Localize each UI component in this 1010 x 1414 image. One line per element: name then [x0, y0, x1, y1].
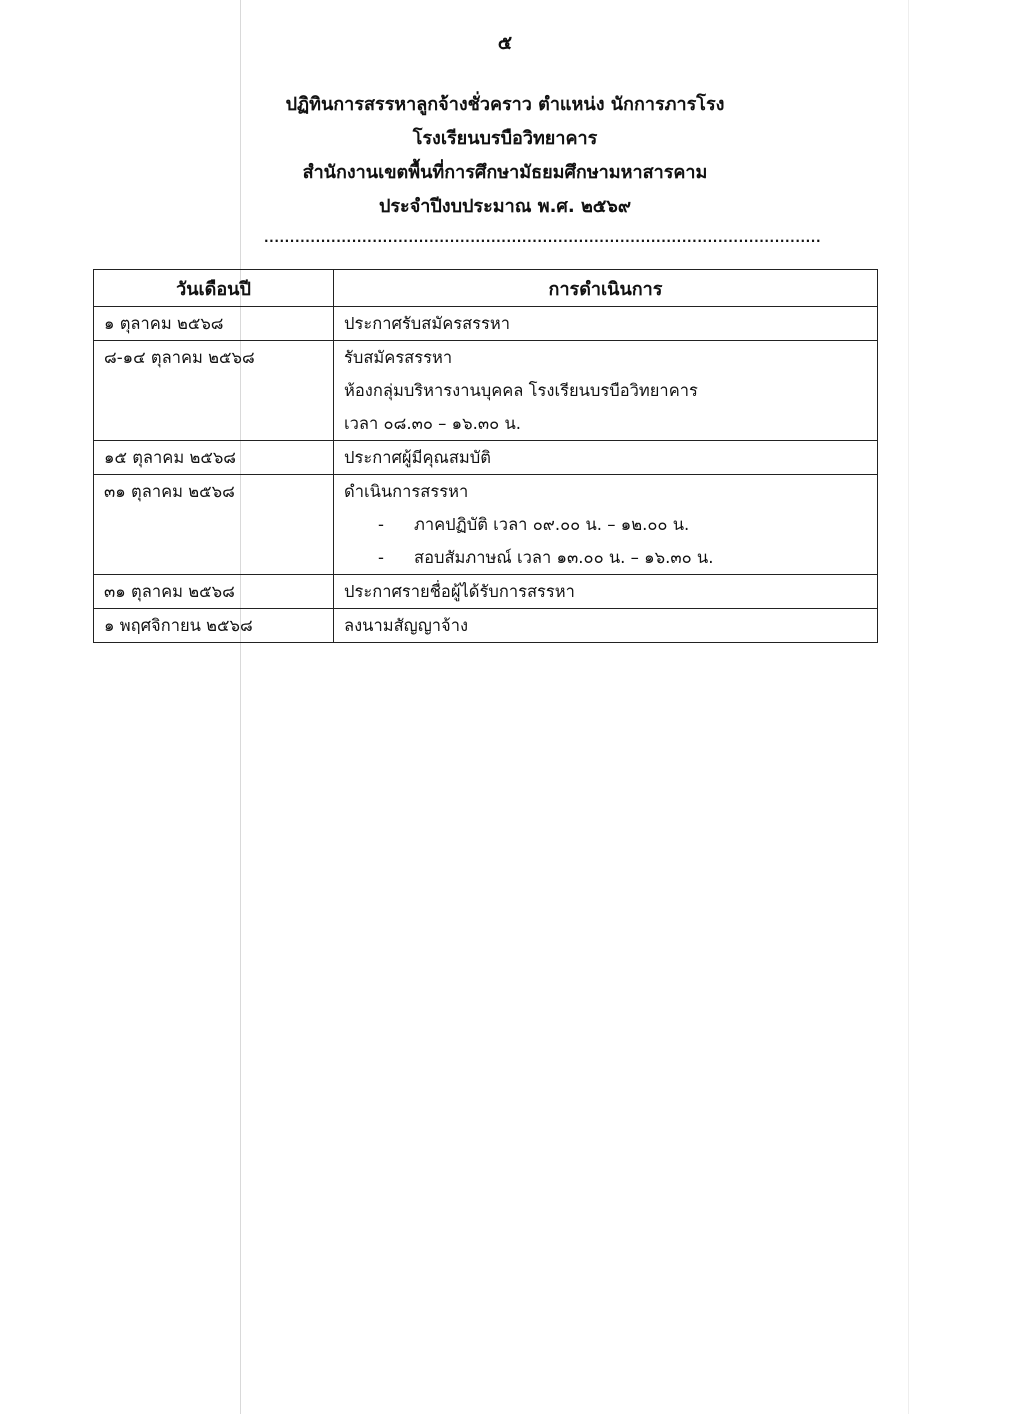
table-row [94, 441, 878, 475]
row-date: ๑ พฤศจิกายน ๒๕๖๘ [94, 609, 334, 643]
title-line-3: สำนักงานเขตพื้นที่การศึกษามัธยมศึกษามหาสารคาม [302, 162, 708, 183]
action-line: ลงนามสัญญาจ้าง [344, 616, 469, 635]
table-row [94, 609, 878, 643]
bullet-text: ภาคปฏิบัติ เวลา ๐๙.๐๐ น. – ๑๒.๐๐ น. [414, 515, 690, 534]
action-line: ประกาศผู้มีคุณสมบัติ [344, 448, 491, 467]
bullet-item [344, 541, 867, 574]
row-action [334, 307, 878, 341]
bullet-item [344, 508, 867, 541]
header-date: วันเดือนปี [94, 270, 334, 307]
row-action [334, 609, 878, 643]
title-line-4: ประจำปีงบประมาณ พ.ศ. ๒๕๖๙ [378, 196, 632, 217]
table-row [94, 341, 878, 441]
page-number: ๕ [497, 32, 513, 54]
row-date: ๑ ตุลาคม ๒๕๖๘ [94, 307, 334, 341]
document-title [0, 88, 1010, 224]
row-date: ๓๑ ตุลาคม ๒๕๖๘ [94, 475, 334, 575]
action-line: ประกาศรับสมัครสรรหา [344, 314, 511, 333]
table-header-row [94, 270, 878, 307]
bullet-dash: - [378, 515, 384, 534]
action-line: ดำเนินการสรรหา [344, 482, 469, 501]
action-line: เวลา ๐๘.๓๐ – ๑๖.๓๐ น. [344, 414, 521, 433]
dotted-separator: ............................................................................................................ [264, 231, 822, 245]
row-action [334, 575, 878, 609]
title-line-1: ปฏิทินการสรรหาลูกจ้างชั่วคราว ตำแหน่ง นักการภารโรง [285, 94, 725, 115]
header-action: การดำเนินการ [334, 270, 878, 307]
action-line: รับสมัครสรรหา [344, 348, 453, 367]
schedule-table [93, 269, 878, 643]
table-row [94, 307, 878, 341]
bullet-dash: - [378, 548, 384, 567]
action-line: ประกาศรายชื่อผู้ได้รับการสรรหา [344, 582, 575, 601]
row-date: ๘-๑๔ ตุลาคม ๒๕๖๘ [94, 341, 334, 441]
row-action [334, 475, 878, 575]
row-date: ๑๕ ตุลาคม ๒๕๖๘ [94, 441, 334, 475]
table-row [94, 575, 878, 609]
table-row [94, 475, 878, 575]
bullet-text: สอบสัมภาษณ์ เวลา ๑๓.๐๐ น. – ๑๖.๓๐ น. [414, 548, 714, 567]
title-line-2: โรงเรียนบรบือวิทยาคาร [412, 128, 598, 149]
row-action [334, 341, 878, 441]
action-line: ห้องกลุ่มบริหารงานบุคคล โรงเรียนบรบือวิทยาคาร [344, 381, 698, 400]
row-action [334, 441, 878, 475]
row-date: ๓๑ ตุลาคม ๒๕๖๘ [94, 575, 334, 609]
